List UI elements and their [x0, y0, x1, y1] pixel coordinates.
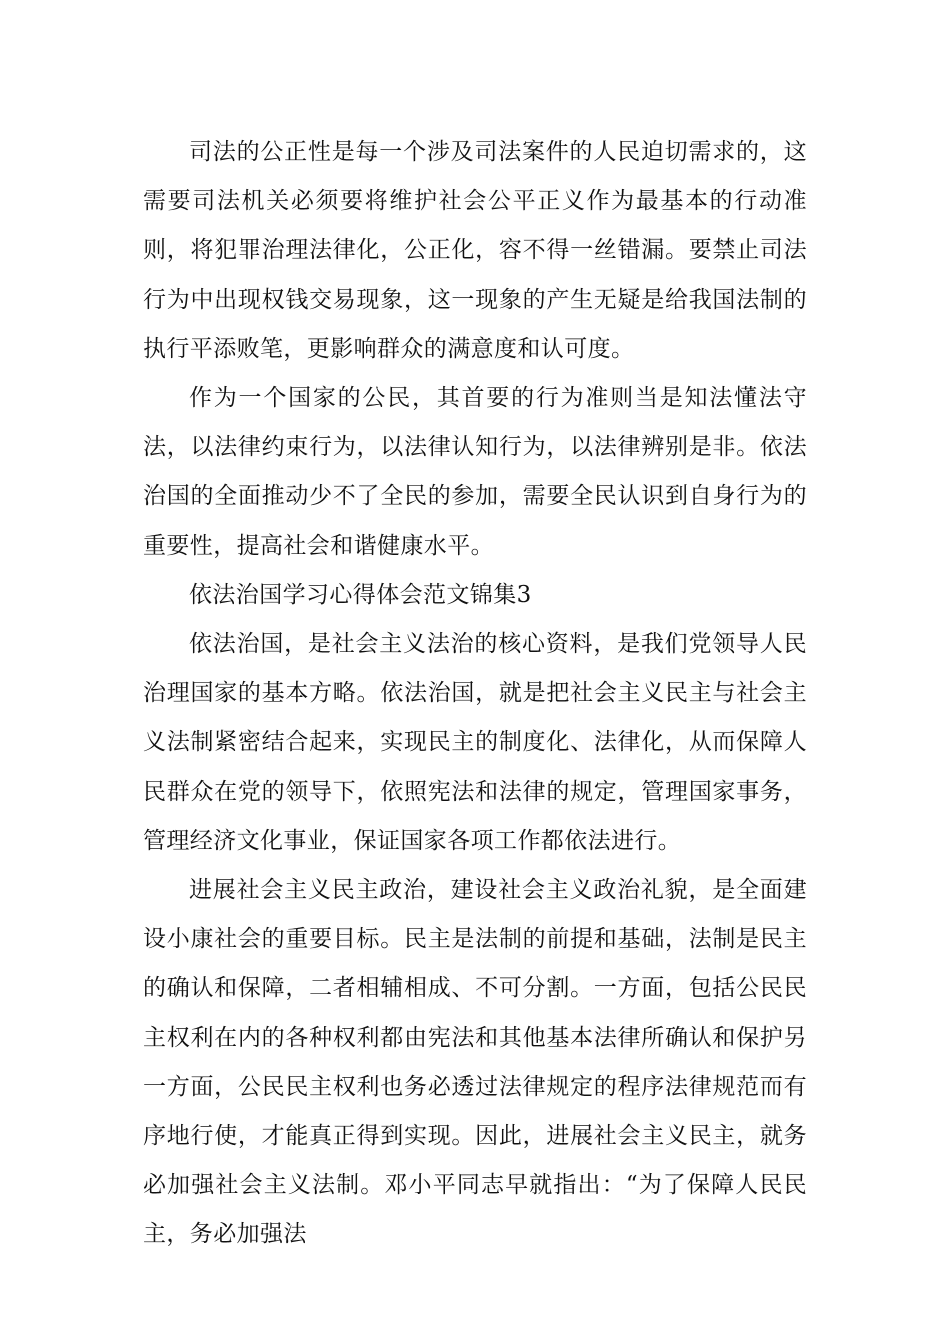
document-body [143, 128, 807, 1260]
paragraph-rule-of-law: 依法治国，是社会主义法治的核心资料，是我们党领导人民治理国家的基本方略。依法治国，就是把社会主义民主与社会主义法制紧密结合起来，实现民主的制度化、法律化，从而保障人民群众在党的领导下，依照宪法和法律的规定，管理国家事务，管理经济文化事业，保证国家各项工作都依法进行。 [143, 631, 807, 854]
paragraph-democracy-and-law: 进展社会主义民主政治，建设社会主义政治礼貌，是全面建设小康社会的重要目标。民主是法制的前提和基础，法制是民主的确认和保障，二者相辅相成、不可分割。一方面，包括公民民主权利在内的各种权利都由宪法和其他基本法律所确认和保护另一方面，公民民主权利也务必透过法律规定的程序法律规范而有序地行使，才能真正得到实现。因此，进展社会主义民主，就务必加强社会主义法制。邓小平同志早就指出：“为了保障人民民主，务必加强法 [143, 877, 807, 1248]
paragraph-citizen-conduct: 作为一个国家的公民，其首要的行为准则当是知法懂法守法，以法律约束行为，以法律认知行为，以法律辨别是非。依法治国的全面推动少不了全民的参加，需要全民认识到自身行为的重要性，提高社会和谐健康水平。 [143, 385, 807, 559]
paragraph-judicial-fairness: 司法的公正性是每一个涉及司法案件的人民迫切需求的，这需要司法机关必须要将维护社会公平正义作为最基本的行动准则，将犯罪治理法律化，公正化，容不得一丝错漏。要禁止司法行为中出现权钱交易现象，这一现象的产生无疑是给我国法制的执行平添败笔，更影响群众的满意度和认可度。 [143, 139, 807, 362]
section-heading: 依法治国学习心得体会范文锦集3 [189, 581, 532, 608]
